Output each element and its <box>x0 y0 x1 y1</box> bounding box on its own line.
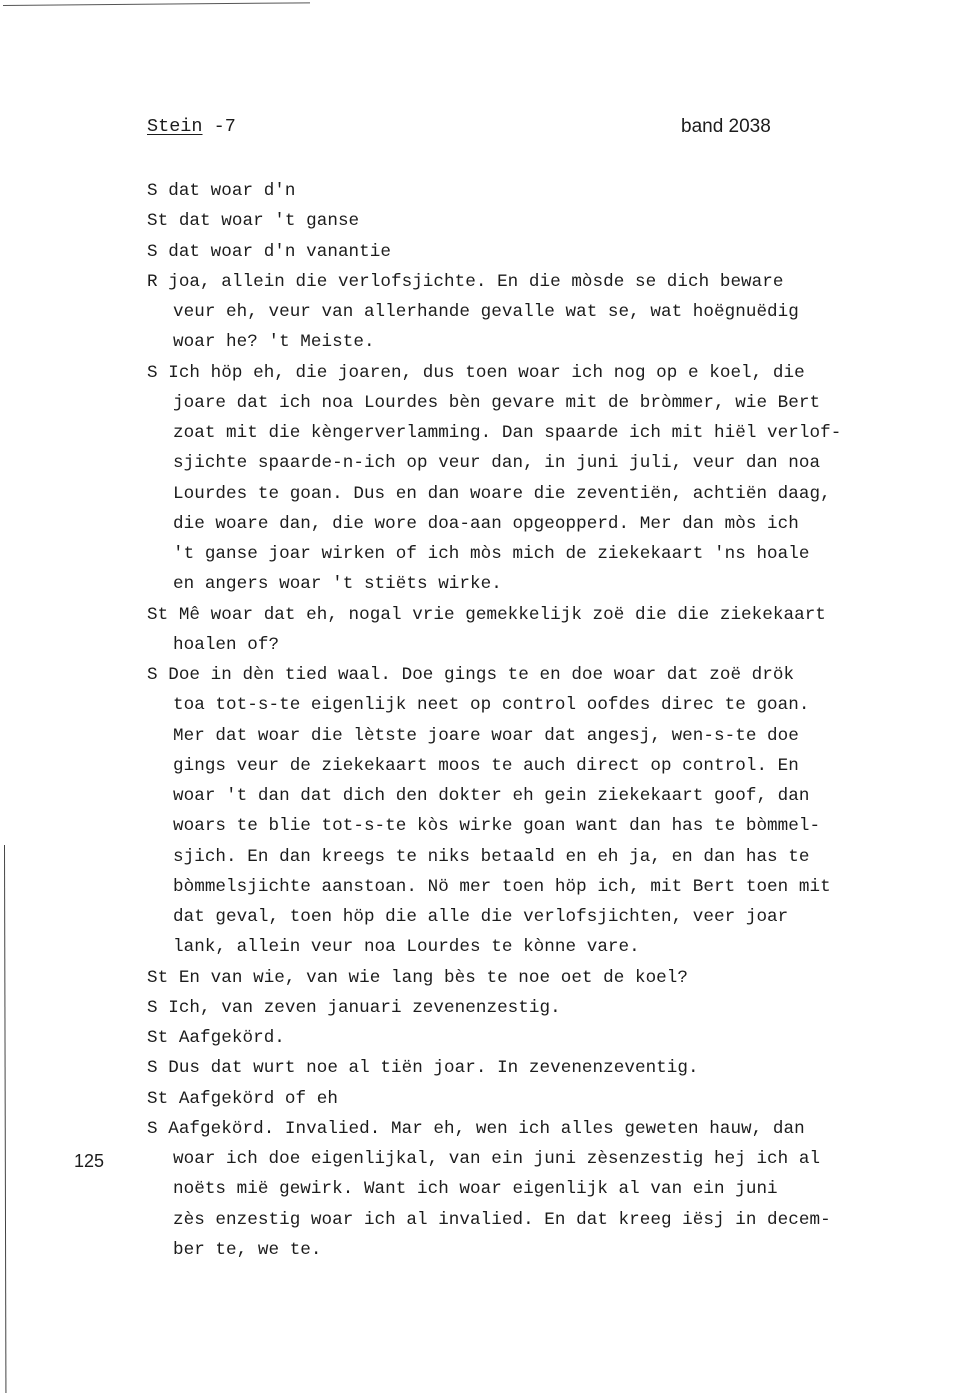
transcript-speaker-line: St dat woar 't ganse <box>147 211 360 232</box>
transcript-speaker-line: St Aafgekörd of eh <box>147 1088 338 1109</box>
transcript-speaker-line: R joa, allein die verlofsjichte. En die mòsde se dich beware <box>147 271 784 292</box>
transcript-continuation-line: gings veur de ziekekaart moos te auch direct op control. En <box>173 755 799 776</box>
transcript-continuation-line: woar 't dan dat dich den dokter eh gein ziekekaart goof, dan <box>173 786 810 806</box>
transcript-continuation-line: noëts mië gewirk. Want ich woar eigenlijk al van ein juni <box>173 1179 778 1200</box>
tape-label: band 2038 <box>681 116 771 137</box>
transcript-continuation-line: 't ganse joar wirken of ich mòs mich de ziekekaart 'ns hoale <box>173 544 810 564</box>
transcript-continuation-line: ber te, we te. <box>173 1239 322 1260</box>
speaker-location-title: Stein <box>147 116 203 137</box>
margin-line-number: 125 <box>74 1151 105 1171</box>
transcript-speaker-line: S dat woar d'n <box>147 181 296 201</box>
transcript-continuation-line: en angers woar 't stiëts wirke. <box>173 574 502 595</box>
transcript-continuation-line: woar ich doe eigenlijkal, van ein juni zèsenzestig hej ich al <box>173 1149 821 1169</box>
transcript-speaker-line: S Aafgekörd. Invalied. Mar eh, wen ich alles geweten hauw, dan <box>147 1118 805 1139</box>
transcript-continuation-line: woar he? 't Meiste. <box>173 332 375 353</box>
top-edge-rule <box>3 2 310 6</box>
transcript-speaker-line: S Ich, van zeven januari zevenenzestig. <box>147 997 561 1018</box>
transcript-continuation-line: veur eh, veur van allerhande gevalle wat se, wat hoëgnuëdig <box>173 302 799 322</box>
transcript-continuation-line: die woare dan, die wore doa-aan opgeopperd. Mer dan mòs ich <box>173 513 799 534</box>
transcript-speaker-line: S Dus dat wurt noe al tiën joar. In zevenenzeventig. <box>147 1058 699 1079</box>
transcript-continuation-line: sjichte spaarde-n-ich op veur dan, in juni juli, veur dan noa <box>173 453 821 474</box>
transcript-continuation-line: joare dat ich noa Lourdes bèn gevare mit de bròmmer, wie Bert <box>173 392 821 413</box>
transcript-continuation-line: lank, allein veur noa Lourdes te kònne vare. <box>173 937 640 958</box>
page-heading <box>147 116 236 137</box>
transcript-continuation-line: hoalen of? <box>173 634 280 655</box>
transcript-continuation-line: Lourdes te goan. Dus en dan woare die zeventiën, achtiën daag, <box>173 483 831 504</box>
transcript-body <box>147 176 957 1265</box>
transcript-speaker-line: S Ich höp eh, die joaren, dus toen woar ich nog op e koel, die <box>147 362 805 383</box>
transcript-continuation-line: toa tot-s-te eigenlijk neet op control oofdes direc te goan. <box>173 695 810 716</box>
transcript-continuation-line: sjich. En dan kreegs te niks betaald en eh ja, en dan has te <box>173 846 810 867</box>
transcript-speaker-line: St Mê woar dat eh, nogal vrie gemekkelijk zoë die die ziekekaart <box>147 604 826 625</box>
transcript-continuation-line: Mer dat woar die lètste joare woar dat angesj, wen-s-te doe <box>173 725 799 746</box>
transcript-speaker-line: S Doe in dèn tied waal. Doe gings te en doe woar dat zoë drök <box>147 665 795 685</box>
transcript-speaker-line: St En van wie, van wie lang bès te noe oet de koel? <box>147 967 689 988</box>
transcript-continuation-line: woars te blie tot-s-te kòs wirke goan want dan has te bòmmel- <box>173 816 821 837</box>
page-number: -7 <box>202 116 236 137</box>
page-header <box>147 116 793 142</box>
transcript-continuation-line: bòmmelsjichte aanstoan. Nö mer toen höp ich, mit Bert toen mit <box>173 876 831 897</box>
transcript-continuation-line: dat geval, toen höp die alle die verlofsjichten, veer joar <box>173 907 789 927</box>
transcript-speaker-line: St Aafgekörd. <box>147 1028 285 1048</box>
transcript-speaker-line: S dat woar d'n vanantie <box>147 241 391 262</box>
transcript-continuation-line: zès enzestig woar ich al invalied. En dat kreeg iësj in decem- <box>173 1209 831 1230</box>
transcript-continuation-line: zoat mit die kèngerverlamming. Dan spaarde ich mit hiël verlof- <box>173 423 842 443</box>
left-edge-rule <box>4 845 6 1393</box>
